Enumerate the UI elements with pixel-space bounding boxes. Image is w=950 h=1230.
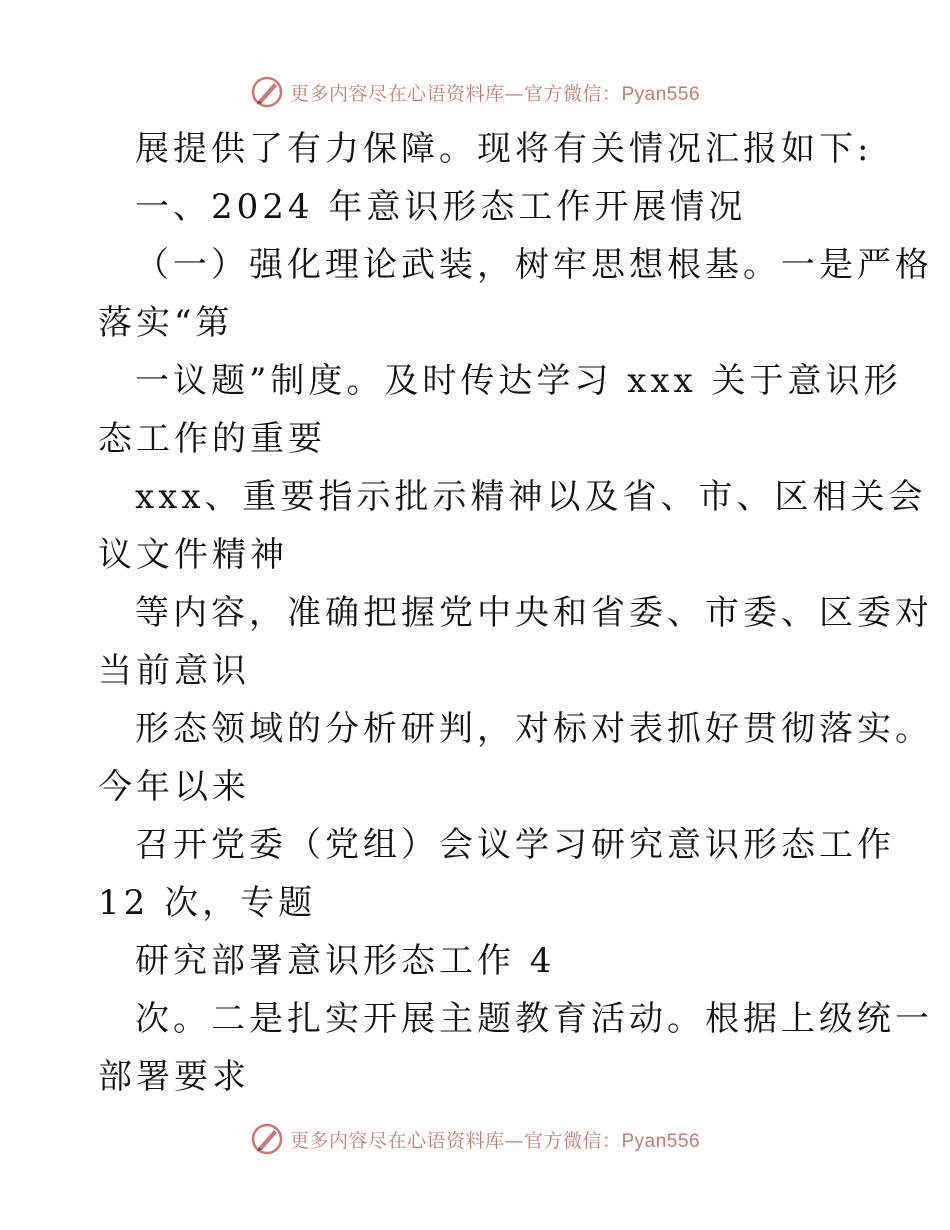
quill-pen-icon [250,1122,284,1156]
watermark-text: 更多内容尽在心语资料库—官方微信：Pyan556 [289,82,701,105]
text-line: 部署要求 [98,1057,250,1097]
text-line: 今年以来 [98,767,250,807]
text-line: xxx、重要指示批示精神以及省、市、区相关会 [135,477,927,517]
text-line: （一）强化理论武装，树牢思想根基。一是严格 [135,245,933,285]
watermark-text: 更多内容尽在心语资料库—官方微信：Pyan556 [289,1129,701,1152]
text-line: 议文件精神 [98,535,288,575]
section-heading: 一、2024 年意识形态工作开展情况 [135,187,747,227]
text-line: 当前意识 [98,651,250,691]
text-line: 形态领域的分析研判，对标对表抓好贯彻落实。 [135,709,933,749]
watermark-header [0,72,950,112]
text-line: 研究部署意识形态工作 4 [135,941,556,981]
quill-pen-icon [250,75,284,109]
watermark-footer [0,1119,950,1159]
text-line: 次。二是扎实开展主题教育活动。根据上级统一 [135,999,933,1039]
text-line: 12 次，专题 [98,883,317,923]
text-line: 态工作的重要 [98,419,326,459]
text-line: 落实“第 [98,303,234,343]
text-line: 展提供了有力保障。现将有关情况汇报如下: [135,129,873,169]
text-line: 召开党委（党组）会议学习研究意识形态工作 [135,825,895,865]
text-line: 一议题”制度。及时传达学习 xxx 关于意识形 [135,361,902,401]
text-line: 等内容，准确把握党中央和省委、市委、区委对 [135,593,933,633]
